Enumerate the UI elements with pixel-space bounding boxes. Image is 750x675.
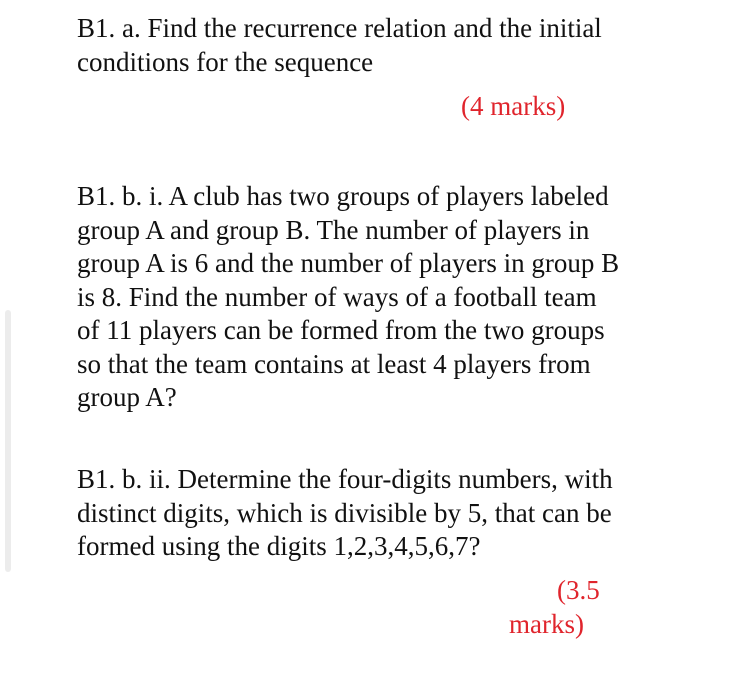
- question-b1bi-line-7: group A?: [77, 382, 177, 412]
- question-b1bi-line-2: group A and group B. The number of players in: [77, 214, 590, 245]
- question-b1bi-line-4: is 8. Find the number of ways of a football team: [77, 281, 597, 312]
- question-b1bii-marks-line-2: marks): [509, 609, 584, 639]
- question-b1a-line-1: B1. a. Find the recurrence relation and the initial: [77, 13, 602, 43]
- question-b1a-marks: (4 marks): [461, 91, 566, 121]
- question-b1bii-marks-line-1: (3.5: [557, 575, 600, 605]
- scroll-indicator[interactable]: [5, 310, 11, 572]
- question-b1a-line-2: conditions for the sequence: [77, 46, 374, 77]
- question-b1bi-line-6: so that the team contains at least 4 players from: [77, 348, 591, 379]
- question-b1bi-line-1: B1. b. i. A club has two groups of players labeled: [77, 181, 609, 211]
- question-b1bii-line-3: formed using the digits 1,2,3,4,5,6,7?: [77, 531, 481, 561]
- question-b1bii-line-2: distinct digits, which is divisible by 5, that can be: [77, 497, 612, 528]
- question-b1a: [77, 12, 657, 79]
- question-b1bii: [77, 463, 657, 564]
- question-b1bii-line-1: B1. b. ii. Determine the four-digits numbers, with: [77, 464, 613, 494]
- question-b1bi-line-3: group A is 6 and the number of players in group B: [77, 248, 620, 278]
- question-b1bi: [77, 180, 657, 415]
- question-b1bi-line-5: of 11 players can be formed from the two groups: [77, 315, 605, 345]
